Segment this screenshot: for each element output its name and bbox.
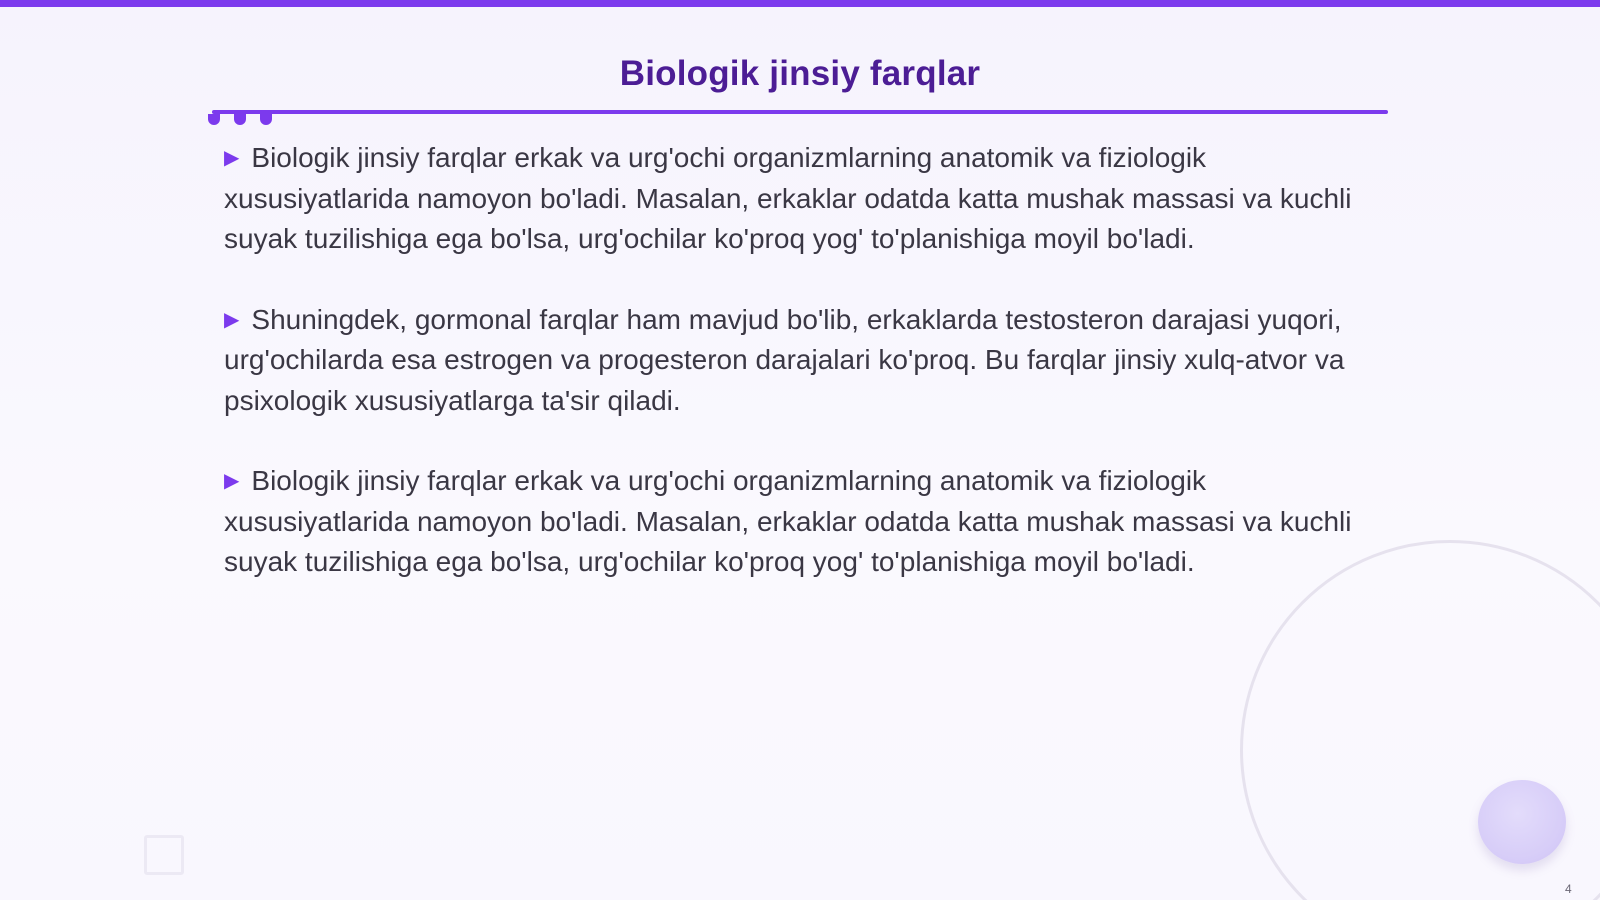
decorative-blob	[1478, 780, 1566, 864]
bullet-item	[224, 138, 1384, 260]
bullet-text: Biologik jinsiy farqlar erkak va urg'ochi organizmlarning anatomik va fiziologik xususiyatlarida namoyon bo'ladi. Masalan, erkaklar odatda katta mushak massasi va kuchli suyak tuzilishiga ega bo'lsa, urg'ochilar ko'proq yog' to'planishiga moyil bo'ladi.	[224, 465, 1352, 577]
decorative-square	[144, 835, 184, 875]
bullet-text: Shuningdek, gormonal farqlar ham mavjud bo'lib, erkaklarda testosteron darajasi yuqori, urg'ochilarda esa estrogen va progesteron darajalari ko'proq. Bu farqlar jinsiy xulq-atvor va psixologik xususiyatlarga ta'sir qiladi.	[224, 303, 1345, 416]
title-underline	[212, 110, 1388, 114]
bullet-item	[224, 300, 1384, 422]
triangle-right-icon: ▶	[224, 470, 240, 492]
top-accent-bar	[0, 0, 1600, 7]
bullet-item	[224, 461, 1384, 583]
page-number: 4	[1565, 882, 1572, 896]
slide-title: Biologik jinsiy farqlar	[619, 54, 981, 93]
triangle-right-icon: ▶	[224, 308, 240, 331]
bullet-text: Biologik jinsiy farqlar erkak va urg'ochi organizmlarning anatomik va fiziologik xususiyatlarida namoyon bo'ladi. Masalan, erkaklar odatda katta mushak massasi va kuchli suyak tuzilishiga ega bo'lsa, urg'ochilar ko'proq yog' to'planishiga moyil bo'ladi.	[224, 142, 1352, 254]
bullet-list	[224, 138, 1384, 623]
decorative-dot	[260, 114, 272, 125]
decorative-dot	[208, 114, 220, 125]
decorative-dot	[234, 114, 246, 125]
triangle-right-icon: ▶	[224, 147, 240, 169]
